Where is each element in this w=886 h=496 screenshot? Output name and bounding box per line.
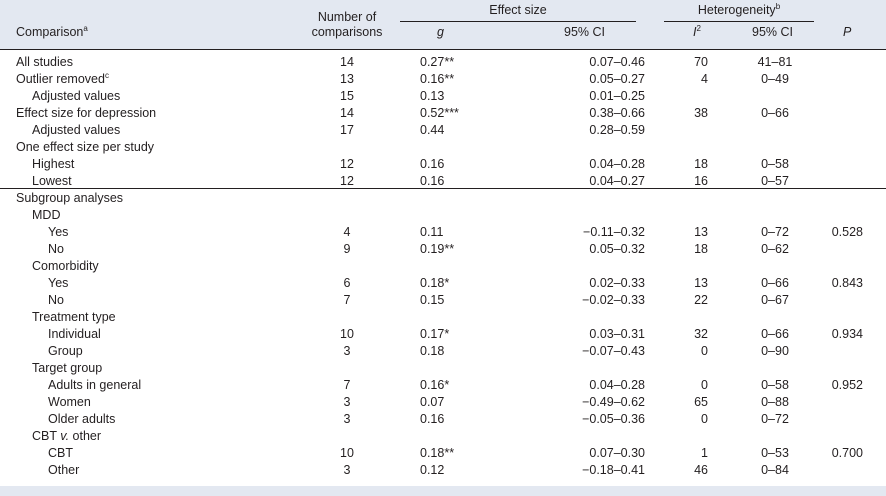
cell-ci: 0.05–0.32 (589, 242, 645, 256)
cell-i2: 13 (694, 276, 708, 290)
cell-g: 0.13 (420, 89, 445, 103)
cell-ci2: 0–62 (761, 242, 789, 256)
cell-ci: 0.01–0.25 (589, 89, 645, 103)
cell-ci2: 0–84 (761, 463, 789, 477)
row-label: Adjusted values (32, 123, 121, 137)
cell-i2: 46 (694, 463, 708, 477)
cell-n: 17 (340, 123, 354, 137)
row-label: No (48, 242, 64, 256)
cell-n: 3 (343, 395, 351, 409)
cell-n: 7 (343, 293, 351, 307)
cell-ci: −0.18–0.41 (582, 463, 645, 477)
cell-i2: 18 (694, 242, 708, 256)
row-label: CBT (48, 446, 73, 460)
cell-g: 0.18 (420, 344, 445, 358)
col-group-heterogeneity: Heterogeneity$^b$ (697, 2, 781, 17)
row-label: Comorbidity (32, 259, 99, 273)
cell-ci: 0.07–0.30 (589, 446, 645, 460)
col-header-95ci-het: 95% CI (752, 25, 793, 39)
col-header-g: g (437, 25, 444, 39)
cell-g: 0.16 (420, 412, 445, 426)
cell-p: 0.700 (831, 446, 863, 460)
cell-i2: 16 (694, 174, 708, 188)
cell-g: 0.17* (420, 327, 450, 341)
cell-g: 0.11 (420, 225, 444, 239)
cell-g: 0.18** (420, 446, 455, 460)
row-label: Group (48, 344, 83, 358)
cell-ci: 0.38–0.66 (589, 106, 645, 120)
cell-ci2: 0–49 (761, 72, 789, 86)
cell-i2: 70 (694, 55, 708, 69)
cell-n: 3 (343, 463, 351, 477)
cell-ci2: 0–53 (761, 446, 789, 460)
cell-g: 0.15 (420, 293, 445, 307)
cell-g: 0.19** (420, 242, 455, 256)
cell-n: 10 (340, 327, 354, 341)
col-header-number-line1: Number of (317, 10, 377, 24)
cell-ci2: 0–66 (761, 327, 789, 341)
cell-g: 0.16** (420, 72, 455, 86)
col-header-number-line2: comparisons (311, 25, 383, 39)
cell-i2: 32 (694, 327, 708, 341)
cell-n: 15 (340, 89, 354, 103)
cell-g: 0.44 (420, 123, 445, 137)
table-footer-band (0, 486, 886, 496)
cell-ci: 0.04–0.28 (589, 378, 645, 392)
header-bottom-rule (0, 49, 886, 50)
section-divider (0, 188, 886, 189)
cell-i2: 0 (701, 344, 708, 358)
cell-ci2: 0–90 (761, 344, 789, 358)
row-label: Effect size for depression (16, 106, 157, 120)
cell-ci: 0.02–0.33 (589, 276, 645, 290)
cell-n: 12 (340, 157, 354, 171)
row-label: Outlier removed$^c$ (16, 71, 109, 86)
cell-ci: 0.28–0.59 (589, 123, 645, 137)
cell-i2: 22 (694, 293, 708, 307)
cell-g: 0.16 (420, 157, 445, 171)
row-label: One effect size per study (16, 140, 155, 154)
col-header-comparison: Comparison$^a$ (16, 24, 88, 39)
cell-ci2: 0–72 (761, 412, 789, 426)
cell-g: 0.52*** (420, 106, 459, 120)
row-label: CBT v. other (32, 429, 102, 443)
cell-ci: −0.11–0.32 (583, 225, 645, 239)
cell-n: 14 (340, 55, 354, 69)
cell-n: 4 (343, 225, 351, 239)
row-label: Treatment type (32, 310, 116, 324)
cell-i2: 4 (701, 72, 708, 86)
row-label: All studies (16, 55, 73, 69)
cell-i2: 0 (701, 412, 708, 426)
row-label: Yes (48, 276, 69, 290)
cell-n: 14 (340, 106, 354, 120)
cell-ci: −0.49–0.62 (582, 395, 645, 409)
cell-ci: 0.05–0.27 (589, 72, 645, 86)
cell-g: 0.16 (420, 174, 445, 188)
cell-g: 0.18* (420, 276, 450, 290)
cell-i2: 65 (694, 395, 708, 409)
heterogeneity-rule (664, 21, 814, 22)
row-label: Subgroup analyses (16, 191, 124, 205)
cell-ci: 0.04–0.27 (589, 174, 645, 188)
cell-ci: −0.07–0.43 (582, 344, 645, 358)
row-label: MDD (32, 208, 61, 222)
cell-p: 0.952 (831, 378, 863, 392)
cell-p: 0.528 (831, 225, 863, 239)
row-label: Lowest (32, 174, 72, 188)
col-header-95ci: 95% CI (564, 25, 605, 39)
row-label: Older adults (48, 412, 116, 426)
cell-n: 9 (343, 242, 351, 256)
cell-n: 6 (343, 276, 351, 290)
cell-ci: −0.02–0.33 (582, 293, 645, 307)
cell-ci2: 0–67 (761, 293, 789, 307)
cell-g: 0.12 (420, 463, 445, 477)
cell-i2: 18 (694, 157, 708, 171)
col-header-i2: $I^2$ (693, 24, 701, 39)
cell-ci2: 0–66 (761, 106, 789, 120)
cell-p: 0.934 (831, 327, 863, 341)
cell-n: 3 (343, 344, 351, 358)
row-label: No (48, 293, 64, 307)
cell-ci2: 0–88 (761, 395, 789, 409)
row-label: Highest (32, 157, 75, 171)
row-label: Individual (48, 327, 101, 341)
cell-n: 12 (340, 174, 354, 188)
col-group-effect-size: Effect size (489, 3, 547, 17)
cell-p: 0.843 (831, 276, 863, 290)
cell-n: 3 (343, 412, 351, 426)
cell-ci2: 0–72 (761, 225, 789, 239)
cell-ci2: 0–58 (761, 378, 789, 392)
row-label: Women (48, 395, 91, 409)
row-label: Target group (32, 361, 103, 375)
cell-n: 7 (343, 378, 351, 392)
cell-g: 0.07 (420, 395, 445, 409)
effect-size-rule (400, 21, 636, 22)
row-label: Other (48, 463, 80, 477)
cell-i2: 38 (694, 106, 708, 120)
cell-i2: 1 (701, 446, 708, 460)
cell-ci2: 0–58 (761, 157, 789, 171)
cell-n: 10 (340, 446, 354, 460)
cell-g: 0.16* (420, 378, 450, 392)
row-label: Adults in general (48, 378, 142, 392)
cell-g: 0.27** (420, 55, 455, 69)
cell-n: 13 (340, 72, 354, 86)
col-header-p: P (843, 25, 852, 39)
cell-ci: −0.05–0.36 (582, 412, 645, 426)
cell-ci2: 41–81 (757, 55, 793, 69)
row-label: Yes (48, 225, 69, 239)
cell-ci: 0.03–0.31 (589, 327, 645, 341)
cell-ci2: 0–66 (761, 276, 789, 290)
cell-ci: 0.04–0.28 (589, 157, 645, 171)
cell-i2: 0 (701, 378, 708, 392)
row-label: Adjusted values (32, 89, 121, 103)
cell-i2: 13 (694, 225, 708, 239)
cell-ci2: 0–57 (761, 174, 789, 188)
cell-ci: 0.07–0.46 (589, 55, 645, 69)
